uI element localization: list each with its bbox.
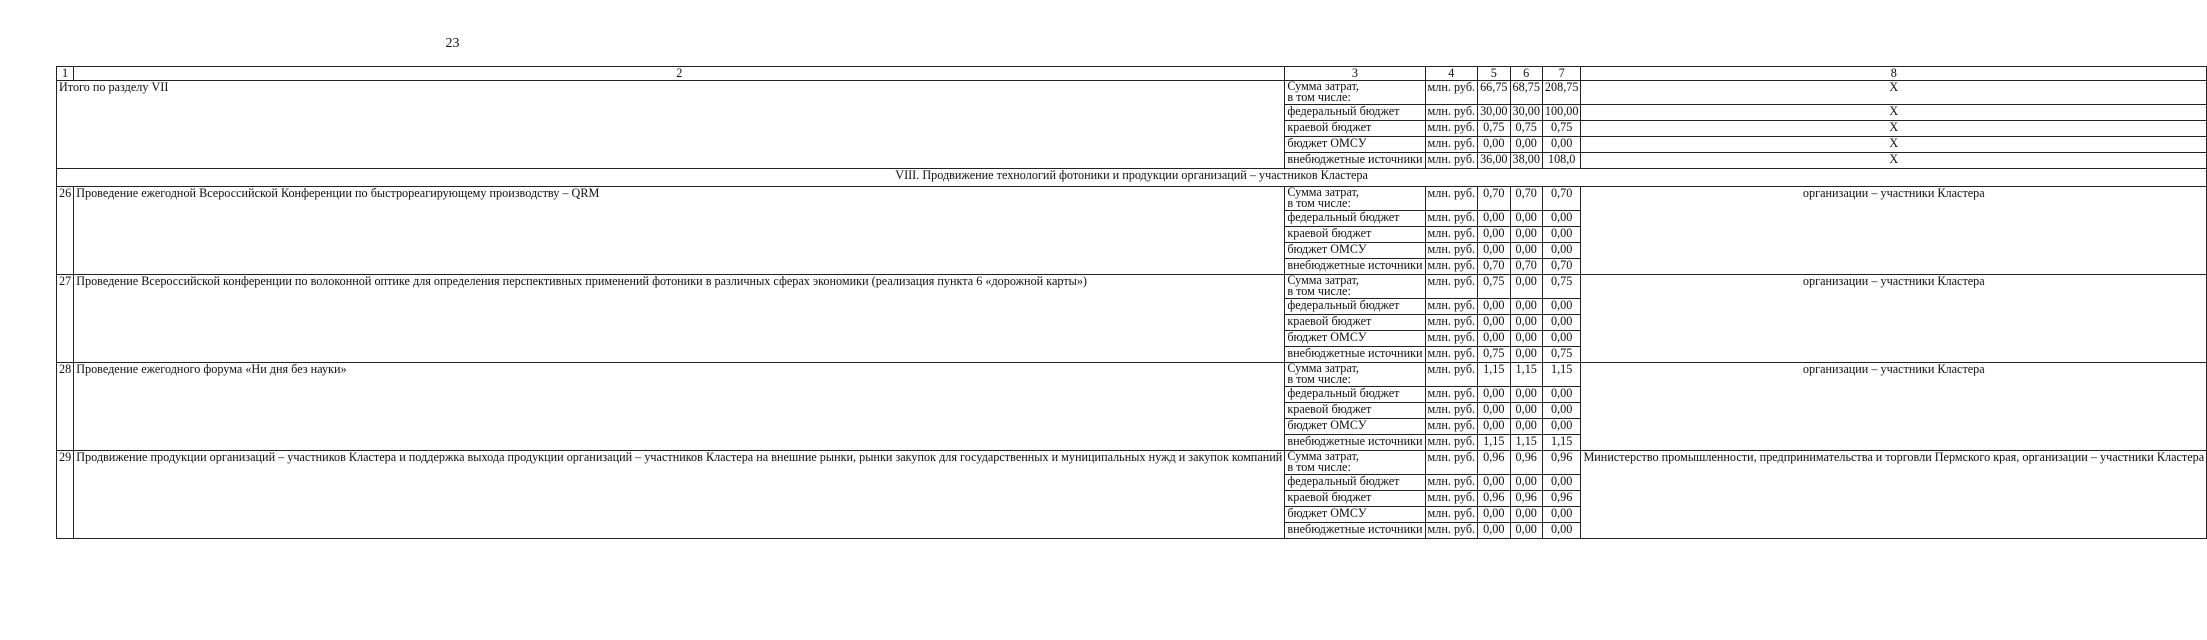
value-col7: 0,00 <box>1542 211 1581 227</box>
unit-cell: млн. руб. <box>1425 435 1478 451</box>
funding-source: внебюджетные источники <box>1285 259 1425 275</box>
value-col6: 0,00 <box>1510 299 1542 315</box>
value-col6: 0,75 <box>1510 121 1542 137</box>
value-col5: 36,00 <box>1478 153 1510 169</box>
value-col7: 0,96 <box>1542 451 1581 475</box>
value-col7: 108,0 <box>1542 153 1581 169</box>
item-title: Проведение ежегодной Всероссийской Конференции по быстрореагирующему производству – QRM <box>74 187 1285 275</box>
item-executor: организации – участники Кластера <box>1581 363 2207 451</box>
section-title: VIII. Продвижение технологий фотоники и продукции организаций – участников Кластера <box>57 169 2207 187</box>
item-number: 29 <box>57 451 74 539</box>
value-col6: 0,00 <box>1510 403 1542 419</box>
value-col8: X <box>1581 121 2207 137</box>
unit-cell: млн. руб. <box>1425 507 1478 523</box>
header-cell: 4 <box>1425 67 1478 81</box>
funding-source: внебюджетные источники <box>1285 153 1425 169</box>
unit-cell: млн. руб. <box>1425 243 1478 259</box>
unit-cell: млн. руб. <box>1425 347 1478 363</box>
value-col6: 0,00 <box>1510 419 1542 435</box>
value-col6: 0,00 <box>1510 211 1542 227</box>
value-col6: 0,70 <box>1510 259 1542 275</box>
funding-source: федеральный бюджет <box>1285 105 1425 121</box>
value-col7: 0,00 <box>1542 387 1581 403</box>
unit-cell: млн. руб. <box>1425 259 1478 275</box>
value-col5: 1,15 <box>1478 363 1510 387</box>
header-cell: 5 <box>1478 67 1510 81</box>
funding-source: бюджет ОМСУ <box>1285 507 1425 523</box>
value-col5: 0,00 <box>1478 243 1510 259</box>
page-number: 23 <box>445 36 460 51</box>
unit-cell: млн. руб. <box>1425 187 1478 211</box>
value-col5: 0,00 <box>1478 331 1510 347</box>
header-cell: 6 <box>1510 67 1542 81</box>
value-col7: 0,00 <box>1542 523 1581 539</box>
unit-cell: млн. руб. <box>1425 403 1478 419</box>
unit-cell: млн. руб. <box>1425 137 1478 153</box>
item-number: 27 <box>57 275 74 363</box>
unit-cell: млн. руб. <box>1425 419 1478 435</box>
budget-table <box>56 66 2207 539</box>
header-cell: 1 <box>57 67 74 81</box>
value-col5: 0,75 <box>1478 275 1510 299</box>
unit-cell: млн. руб. <box>1425 387 1478 403</box>
item-title: Проведение Всероссийской конференции по волоконной оптике для определения перспективных применений фотоники в различных сферах экономики (реализация пункта 6 «дорожной карты») <box>74 275 1285 363</box>
value-col7: 0,00 <box>1542 403 1581 419</box>
value-col5: 0,96 <box>1478 451 1510 475</box>
header-cell: 8 <box>1581 67 2207 81</box>
item-row <box>57 451 2207 475</box>
value-col7: 0,70 <box>1542 259 1581 275</box>
table-body <box>57 67 2207 539</box>
value-col5: 0,75 <box>1478 347 1510 363</box>
value-col5: 0,75 <box>1478 121 1510 137</box>
item-row <box>57 187 2207 211</box>
value-col7: 100,00 <box>1542 105 1581 121</box>
unit-cell: млн. руб. <box>1425 299 1478 315</box>
value-col6: 1,15 <box>1510 435 1542 451</box>
value-col7: 0,00 <box>1542 227 1581 243</box>
value-col6: 30,00 <box>1510 105 1542 121</box>
unit-cell: млн. руб. <box>1425 315 1478 331</box>
value-col7: 0,96 <box>1542 491 1581 507</box>
funding-source: федеральный бюджет <box>1285 475 1425 491</box>
value-col8: X <box>1581 81 2207 105</box>
value-col7: 0,00 <box>1542 243 1581 259</box>
section-row <box>57 169 2207 187</box>
value-col6: 0,00 <box>1510 315 1542 331</box>
value-col7: 0,00 <box>1542 137 1581 153</box>
value-col7: 0,00 <box>1542 331 1581 347</box>
value-col7: 0,75 <box>1542 121 1581 137</box>
unit-cell: млн. руб. <box>1425 491 1478 507</box>
unit-cell: млн. руб. <box>1425 475 1478 491</box>
value-col5: 0,00 <box>1478 227 1510 243</box>
funding-source: краевой бюджет <box>1285 121 1425 137</box>
header-cell: 7 <box>1542 67 1581 81</box>
value-col5: 0,00 <box>1478 403 1510 419</box>
value-col6: 0,00 <box>1510 331 1542 347</box>
item-number: 28 <box>57 363 74 451</box>
value-col5: 0,00 <box>1478 315 1510 331</box>
funding-source: бюджет ОМСУ <box>1285 331 1425 347</box>
value-col8: X <box>1581 137 2207 153</box>
funding-source: Сумма затрат, в том числе: <box>1285 363 1425 387</box>
funding-source: федеральный бюджет <box>1285 387 1425 403</box>
value-col6: 0,00 <box>1510 275 1542 299</box>
value-col5: 0,70 <box>1478 187 1510 211</box>
total-row <box>57 81 2207 105</box>
value-col6: 0,00 <box>1510 227 1542 243</box>
item-title: Проведение ежегодного форума «Ни дня без науки» <box>74 363 1285 451</box>
unit-cell: млн. руб. <box>1425 363 1478 387</box>
value-col6: 0,00 <box>1510 387 1542 403</box>
value-col6: 1,15 <box>1510 363 1542 387</box>
unit-cell: млн. руб. <box>1425 121 1478 137</box>
value-col5: 0,70 <box>1478 259 1510 275</box>
funding-source: бюджет ОМСУ <box>1285 419 1425 435</box>
unit-cell: млн. руб. <box>1425 523 1478 539</box>
value-col5: 0,00 <box>1478 387 1510 403</box>
funding-source: бюджет ОМСУ <box>1285 243 1425 259</box>
item-title: Продвижение продукции организаций – участников Кластера и поддержка выхода продукции организаций – участников Кластера на внешние рынки, рынки закупок для государственных и муниципальных нужд и закупок компаний <box>74 451 1285 539</box>
funding-source: Сумма затрат, в том числе: <box>1285 81 1425 105</box>
value-col5: 0,00 <box>1478 299 1510 315</box>
value-col5: 0,00 <box>1478 419 1510 435</box>
funding-source: внебюджетные источники <box>1285 347 1425 363</box>
value-col6: 38,00 <box>1510 153 1542 169</box>
unit-cell: млн. руб. <box>1425 105 1478 121</box>
value-col8: X <box>1581 153 2207 169</box>
value-col8: X <box>1581 105 2207 121</box>
unit-cell: млн. руб. <box>1425 211 1478 227</box>
funding-source: краевой бюджет <box>1285 315 1425 331</box>
value-col5: 0,00 <box>1478 137 1510 153</box>
funding-source: краевой бюджет <box>1285 491 1425 507</box>
value-col5: 0,00 <box>1478 475 1510 491</box>
value-col5: 30,00 <box>1478 105 1510 121</box>
value-col7: 0,75 <box>1542 347 1581 363</box>
funding-source: краевой бюджет <box>1285 403 1425 419</box>
funding-source: бюджет ОМСУ <box>1285 137 1425 153</box>
funding-source: внебюджетные источники <box>1285 435 1425 451</box>
value-col6: 0,00 <box>1510 347 1542 363</box>
funding-source: краевой бюджет <box>1285 227 1425 243</box>
value-col7: 0,75 <box>1542 275 1581 299</box>
value-col5: 0,00 <box>1478 523 1510 539</box>
funding-source: Сумма затрат, в том числе: <box>1285 187 1425 211</box>
value-col5: 0,96 <box>1478 491 1510 507</box>
value-col5: 66,75 <box>1478 81 1510 105</box>
unit-cell: млн. руб. <box>1425 451 1478 475</box>
funding-source: Сумма затрат, в том числе: <box>1285 275 1425 299</box>
item-executor: Министерство промышленности, предпринимательства и торговли Пермского края, организации – участники Кластера <box>1581 451 2207 539</box>
value-col6: 0,00 <box>1510 243 1542 259</box>
value-col7: 0,00 <box>1542 507 1581 523</box>
item-row <box>57 363 2207 387</box>
value-col6: 0,00 <box>1510 137 1542 153</box>
value-col6: 0,00 <box>1510 507 1542 523</box>
value-col7: 0,00 <box>1542 315 1581 331</box>
funding-source: федеральный бюджет <box>1285 299 1425 315</box>
value-col6: 0,00 <box>1510 523 1542 539</box>
value-col5: 0,00 <box>1478 211 1510 227</box>
value-col5: 0,00 <box>1478 507 1510 523</box>
unit-cell: млн. руб. <box>1425 153 1478 169</box>
value-col6: 0,96 <box>1510 491 1542 507</box>
item-number: 26 <box>57 187 74 275</box>
value-col7: 1,15 <box>1542 435 1581 451</box>
header-cell: 3 <box>1285 67 1425 81</box>
unit-cell: млн. руб. <box>1425 81 1478 105</box>
value-col7: 0,00 <box>1542 299 1581 315</box>
header-cell: 2 <box>74 67 1285 81</box>
funding-source: Сумма затрат, в том числе: <box>1285 451 1425 475</box>
item-row <box>57 275 2207 299</box>
total-label: Итого по разделу VII <box>57 81 1285 169</box>
unit-cell: млн. руб. <box>1425 331 1478 347</box>
value-col7: 0,70 <box>1542 187 1581 211</box>
header-row <box>57 67 2207 81</box>
item-executor: организации – участники Кластера <box>1581 187 2207 275</box>
value-col7: 0,00 <box>1542 419 1581 435</box>
funding-source: федеральный бюджет <box>1285 211 1425 227</box>
value-col6: 0,70 <box>1510 187 1542 211</box>
value-col7: 1,15 <box>1542 363 1581 387</box>
value-col6: 68,75 <box>1510 81 1542 105</box>
value-col7: 0,00 <box>1542 475 1581 491</box>
unit-cell: млн. руб. <box>1425 227 1478 243</box>
item-executor: организации – участники Кластера <box>1581 275 2207 363</box>
value-col7: 208,75 <box>1542 81 1581 105</box>
value-col6: 0,96 <box>1510 451 1542 475</box>
funding-source: внебюджетные источники <box>1285 523 1425 539</box>
unit-cell: млн. руб. <box>1425 275 1478 299</box>
value-col5: 1,15 <box>1478 435 1510 451</box>
value-col6: 0,00 <box>1510 475 1542 491</box>
